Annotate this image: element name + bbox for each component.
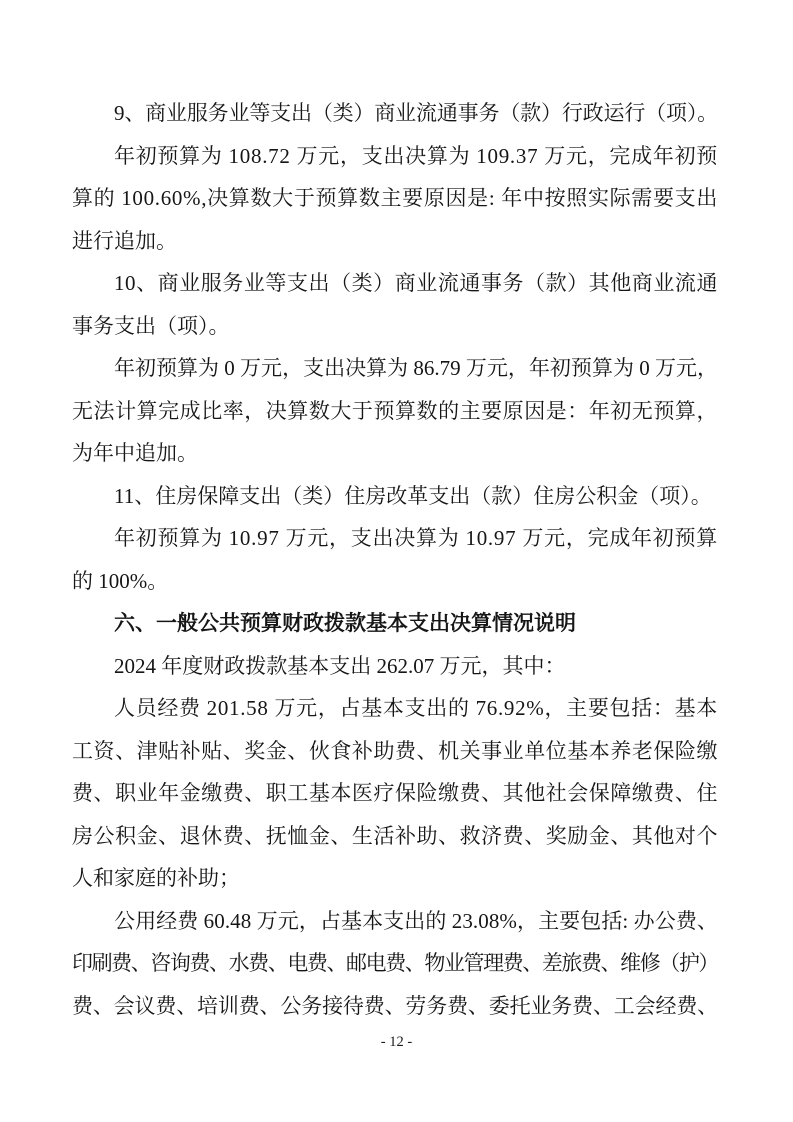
text-line: 事务支出（项）。 [72, 313, 230, 338]
text-line: 算的 100.60%,决算数大于预算数主要原因是: 年中按照实际需要支出 [72, 186, 718, 210]
text-line: 工资、津贴补贴、奖金、伙食补助费、机关事业单位基本养老保险缴 [72, 738, 718, 763]
text-line: 9、商业服务业等支出（类）商业流通事务（款）行政运行（项）。 [114, 101, 718, 125]
document-body [72, 92, 718, 1027]
text-line: 10、商业服务业等支出（类）商业流通事务（款）其他商业流通 [114, 271, 718, 295]
text-line: 11、住房保障支出（类）住房改革支出（款）住房公积金（项）。 [114, 483, 712, 508]
text-line: 费、会议费、培训费、公务接待费、劳务费、委托业务费、工会经费、 [72, 993, 718, 1018]
text-line: 进行追加。 [72, 228, 177, 253]
text-line: 人员经费 201.58 万元，占基本支出的 76.92%，主要包括：基本 [114, 696, 718, 720]
page-footer [0, 1032, 793, 1052]
text-line: 的 100%。 [72, 568, 169, 593]
text-line: 公用经费 60.48 万元，占基本支出的 23.08%，主要包括: 办公费、 [114, 908, 718, 933]
section-heading-line: 六、一般公共预算财政拨款基本支出决算情况说明 [114, 611, 576, 635]
text-line: 费、职业年金缴费、职工基本医疗保险缴费、其他社会保障缴费、住 [72, 781, 718, 805]
text-line: 年初预算为 10.97 万元，支出决算为 10.97 万元，完成年初预算 [114, 526, 718, 550]
page-number: - 12 - [380, 1034, 413, 1050]
text-line: 为年中追加。 [72, 441, 198, 465]
text-line: 2024 年度财政拨款基本支出 262.07 万元，其中： [114, 653, 566, 678]
text-line: 年初预算为 0 万元，支出决算为 86.79 万元，年初预算为 0 万元， [114, 356, 718, 380]
text-line: 无法计算完成比率，决算数大于预算数的主要原因是：年初无预算， [72, 398, 718, 423]
text-line: 年初预算为 108.72 万元，支出决算为 109.37 万元，完成年初预 [114, 143, 718, 168]
text-line: 人和家庭的补助； [72, 866, 240, 890]
text-line: 房公积金、退休费、抚恤金、生活补助、救济费、奖励金、其他对个 [72, 823, 718, 848]
text-line: 印刷费、咨询费、水费、电费、邮电费、物业管理费、差旅费、维修（护） [72, 951, 718, 975]
